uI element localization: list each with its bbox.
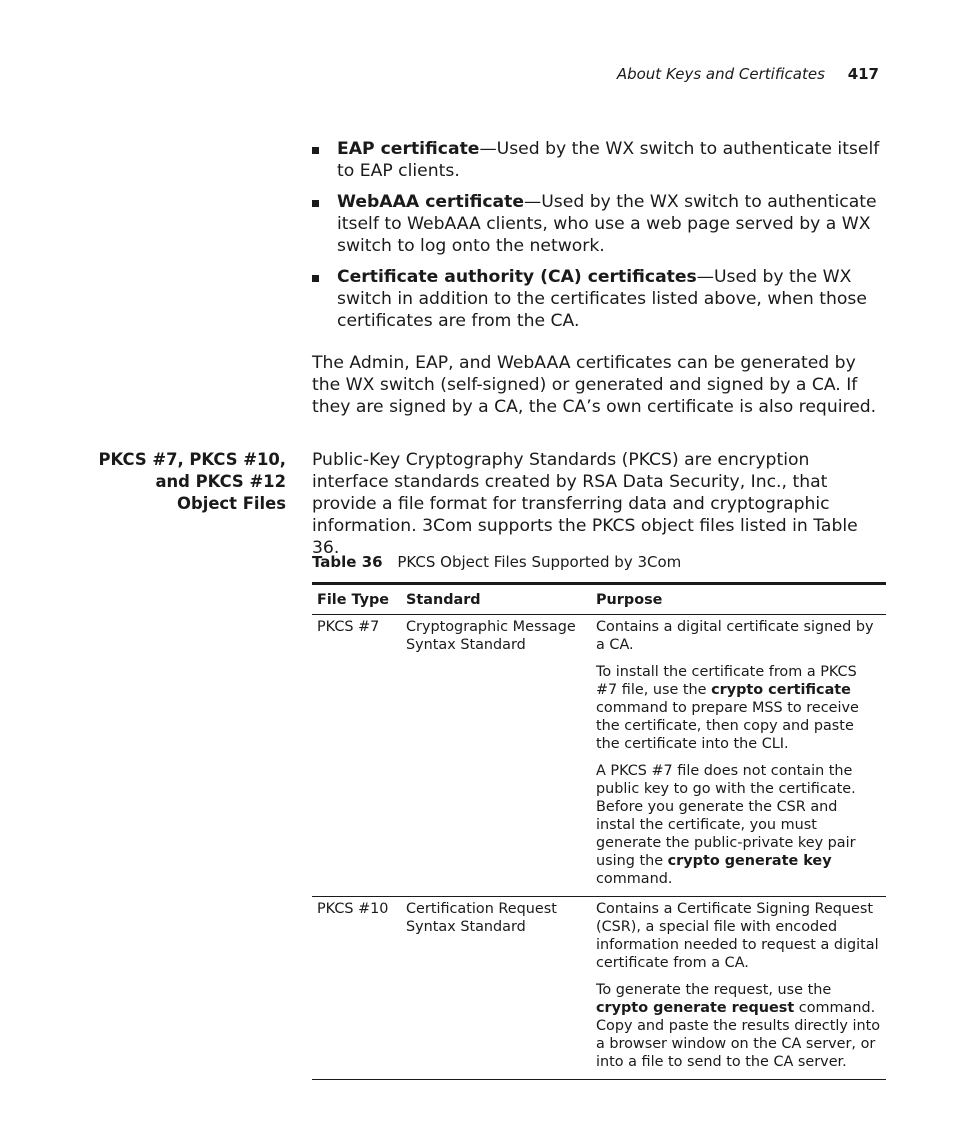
- table-caption-number: Table 36: [312, 553, 383, 571]
- column-header-purpose: Purpose: [591, 584, 886, 615]
- cell-purpose: [591, 897, 886, 1080]
- purpose-paragraph: [596, 981, 881, 1071]
- cell-file-type: PKCS #7: [312, 615, 401, 897]
- purpose-paragraph: [596, 663, 881, 753]
- purpose-text: command. Copy and paste the results directly into a browser window on the CA server, or into a file to send to the CA server.: [596, 1000, 881, 1070]
- page-header: [617, 65, 879, 83]
- section-heading: PKCS #7, PKCS #10, and PKCS #12 Object Files: [98, 450, 286, 513]
- table-caption: [312, 553, 681, 571]
- column-header-standard: Standard: [401, 584, 591, 615]
- purpose-text: To generate the request, use the: [596, 982, 832, 998]
- table-row: [312, 615, 886, 897]
- certificates-paragraph: The Admin, EAP, and WebAAA certificates can be generated by the WX switch (self-signed) or generated and signed by a CA. If they are signed by a CA, the CA’s own certificate is also required.: [312, 353, 877, 417]
- bullet-square-icon: [312, 275, 319, 282]
- command-name: crypto generate request: [596, 1000, 795, 1016]
- list-item-term: Certificate authority (CA) certificates: [337, 267, 697, 287]
- list-item-text: —Used by the WX switch in addition to the certificates listed above, when those certificates are from the CA.: [337, 267, 867, 331]
- table-header-row: [312, 584, 886, 615]
- purpose-text: A PKCS #7 file does not contain the public key to go with the certificate. Before you generate the CSR and instal the certificate, you must generate the public-private key pair using the: [596, 763, 856, 869]
- purpose-text: command to prepare MSS to receive the certificate, then copy and paste the certificate into the CLI.: [596, 700, 859, 752]
- purpose-paragraph: Contains a digital certificate signed by a CA.: [596, 619, 874, 653]
- purpose-paragraph: [596, 762, 881, 888]
- page-number: 417: [847, 65, 879, 83]
- purpose-paragraph: Contains a Certificate Signing Request (CSR), a special file with encoded information needed to request a digital certificate from a CA.: [596, 901, 879, 971]
- list-item-term: WebAAA certificate: [337, 192, 525, 212]
- column-header-file-type: File Type: [312, 584, 401, 615]
- cell-standard: Certification Request Syntax Standard: [401, 897, 591, 1080]
- command-name: crypto generate key: [667, 853, 832, 869]
- list-item: [312, 191, 888, 257]
- purpose-text: command.: [596, 871, 673, 887]
- command-name: crypto certificate: [711, 682, 851, 698]
- pkcs-intro-paragraph: Public-Key Cryptography Standards (PKCS) are encryption interface standards created by RSA Data Security, Inc., that provide a file format for transferring data and cryptographic information. 3Com supports the PKCS object files listed in Table 36.: [312, 450, 858, 558]
- list-item-term: EAP certificate: [337, 139, 480, 159]
- bullet-square-icon: [312, 200, 319, 207]
- header-section-title: About Keys and Certificates: [616, 65, 825, 83]
- table-row: [312, 897, 886, 1080]
- list-item: [312, 266, 888, 332]
- certificate-list: [312, 138, 888, 341]
- purpose-text: To install the certificate from a PKCS #7 file, use the: [596, 664, 857, 698]
- pkcs-table: [312, 582, 886, 1080]
- cell-purpose: [591, 615, 886, 897]
- table-caption-text: PKCS Object Files Supported by 3Com: [397, 553, 682, 571]
- list-item: [312, 138, 888, 182]
- bullet-square-icon: [312, 147, 319, 154]
- list-item-text: —Used by the WX switch to authenticate itself to EAP clients.: [337, 139, 880, 181]
- cell-standard: Cryptographic Message Syntax Standard: [401, 615, 591, 897]
- list-item-text: —Used by the WX switch to authenticate itself to WebAAA clients, who use a web page served by a WX switch to log onto the network.: [337, 192, 877, 256]
- cell-file-type: PKCS #10: [312, 897, 401, 1080]
